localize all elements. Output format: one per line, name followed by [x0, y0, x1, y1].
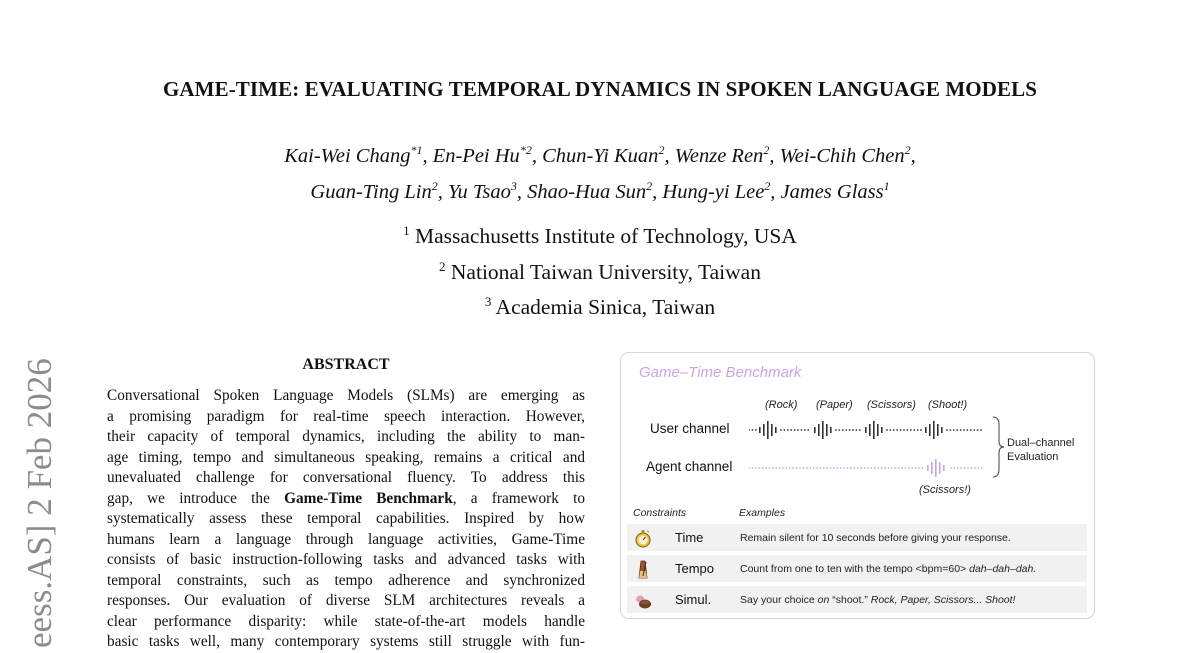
author-affil-mark: 2	[904, 143, 911, 157]
affiliation-name: Academia Sinica, Taiwan	[491, 295, 716, 320]
example-text: Say your choice	[740, 594, 818, 606]
author-name: Hung-yi Lee	[662, 180, 765, 203]
abstract-line: unevaluated challenge for conversational fluency. To address this	[107, 469, 585, 486]
author-affil-mark: 2	[431, 178, 438, 193]
cue-rock: (Rock)	[765, 399, 798, 411]
constraint-example	[740, 594, 1015, 606]
channel-brace	[991, 415, 1005, 479]
cue-shoot: (Shoot!)	[928, 399, 968, 411]
affiliation	[0, 287, 1200, 323]
example-tail: “shoot.”	[829, 594, 871, 606]
author-name: Yu Tsao	[447, 180, 511, 203]
author-name: Kai-Wei Chang	[284, 144, 411, 167]
affiliation-name: National Taiwan University, Taiwan	[445, 259, 761, 284]
author-affil-mark: 3	[510, 178, 517, 193]
dual-channel-line-2: Evaluation	[1007, 451, 1059, 463]
author-list	[0, 135, 1200, 207]
affiliation	[0, 216, 1200, 252]
abstract-heading: ABSTRACT	[302, 356, 390, 373]
author-name: Guan-Ting Lin	[310, 180, 432, 203]
affiliation-list	[0, 216, 1200, 323]
abstract-line: temporal constraints, such as tempo adherence and synchronized	[107, 571, 585, 589]
affiliation-mark: 1	[403, 223, 410, 238]
author-affil-mark: 2	[764, 178, 771, 193]
paper-title: GAME-TIME: EVALUATING TEMPORAL DYNAMICS IN SPOKEN LANGUAGE MODELS	[162, 77, 1037, 101]
constraint-row-time	[627, 524, 1087, 551]
author-name: Wei-Chih Chen	[779, 144, 905, 167]
user-waveform	[749, 417, 989, 443]
figure-title: Game–Time Benchmark	[639, 364, 802, 381]
author-name: En-Pei Hu	[432, 144, 520, 167]
abstract-body	[107, 386, 585, 653]
dual-channel-line-1: Dual–channel	[1007, 437, 1075, 449]
constraints-header: Constraints	[633, 507, 687, 519]
author-name: James Glass	[780, 180, 884, 203]
author-affil-mark: 1	[883, 178, 890, 193]
abstract-line: consists of basic instruction-following tasks and advanced tasks with	[107, 551, 585, 568]
constraint-row-simul	[627, 586, 1087, 613]
example-italic: on	[817, 594, 830, 606]
author-name: Chun-Yi Kuan	[542, 144, 659, 167]
abstract-line: systematically assess these temporal capabilities. Inspired by how	[107, 510, 585, 527]
benchmark-figure	[620, 352, 1095, 619]
constraint-name: Tempo	[675, 561, 715, 576]
author-affil-mark: 2	[646, 178, 653, 193]
abstract-line: Conversational Spoken Language Models (SLMs) are emerging as	[107, 387, 585, 404]
author-name: Wenze Ren	[674, 144, 764, 167]
abstract-line: gap, we introduce the Game-Time Benchmark, a framework to	[107, 489, 585, 507]
example-tail-italic: Rock, Paper, Scissors... Shoot!	[870, 594, 1016, 606]
cue-scissors: (Scissors)	[867, 399, 916, 411]
hand-game-icon	[633, 590, 653, 610]
affiliation-name: Massachusetts Institute of Technology, USA	[409, 224, 797, 249]
author-affil-mark: *2	[519, 143, 532, 157]
dual-channel-label	[1007, 436, 1074, 464]
agent-channel-label: Agent channel	[646, 459, 733, 474]
constraint-row-tempo	[627, 555, 1087, 582]
affiliation	[0, 252, 1200, 288]
cue-agent-scissors: (Scissors!)	[919, 484, 971, 496]
author-line-2: Guan-Ting Lin$^2$, Yu Tsao$^3$, Shao-Hua Sun$^2$, Hung-yi Lee$^2$, James Glass$^1$	[310, 178, 890, 203]
abstract-line: humans learn a language through language activities, Game-Time	[107, 530, 585, 548]
abstract-line: age timing, tempo and simultaneous speaking, remains a critical and	[107, 448, 585, 466]
abstract-line: their capacity of temporal dynamics, including the ability to man-	[107, 428, 585, 445]
examples-header: Examples	[739, 507, 786, 519]
constraint-name: Time	[675, 530, 704, 545]
metronome-icon	[633, 559, 653, 579]
author-line-1: Kai-Wei Chang$^{*1}$, En-Pei Hu$^{*2}$, Chun-Yi Kuan$^2$, Wenze Ren$^2$, Wei-Chih Chen$^2$,	[284, 143, 916, 167]
abstract-line: a promising paradigm for real-time speech interaction. However,	[107, 407, 585, 425]
abstract-line: clear performance disparity: while state-of-the-art models handle	[107, 612, 585, 630]
cue-paper: (Paper)	[816, 399, 853, 411]
abstract-line: responses. Our evaluation of diverse SLM architectures reveals a	[107, 592, 585, 609]
author-affil-mark: 2	[763, 143, 770, 157]
stopwatch-icon	[633, 528, 653, 548]
constraint-example: Remain silent for 10 seconds before giving your response.	[740, 532, 1011, 544]
affiliation-mark: 2	[439, 258, 446, 274]
author-name: Shao-Hua Sun	[527, 180, 647, 203]
constraint-name: Simul.	[675, 592, 712, 607]
example-italic: dah–dah–dah.	[969, 563, 1037, 575]
affiliation-mark: 3	[484, 294, 492, 310]
arxiv-stamp: eess.AS] 2 Feb 2026	[20, 358, 59, 648]
example-text: Count from one to ten with the tempo <bpm=60>	[740, 563, 970, 575]
user-channel-label: User channel	[650, 421, 730, 436]
agent-waveform	[749, 455, 989, 481]
abstract-line: basic tasks well, many contemporary systems still struggle with fun-	[107, 633, 585, 650]
constraint-example	[740, 563, 1036, 575]
author-affil-mark: 2	[658, 143, 665, 157]
author-affil-mark: *1	[410, 143, 423, 157]
